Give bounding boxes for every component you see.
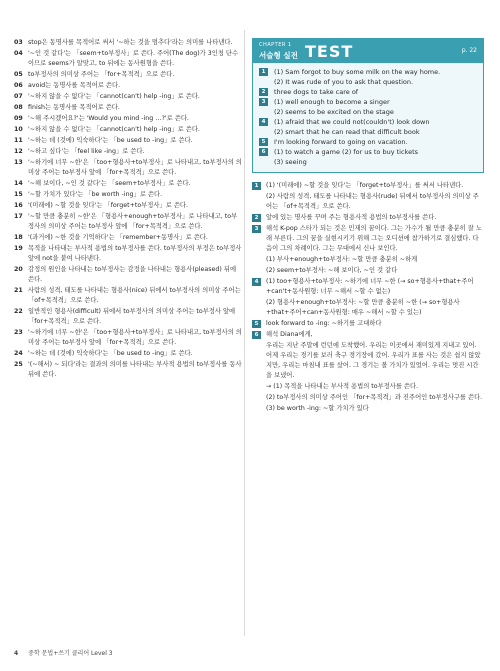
- explanation-item: [252, 277, 484, 297]
- page-footer: [14, 648, 113, 657]
- answer-notes-left-column: [14, 38, 242, 381]
- test-answer-item: [259, 127, 477, 137]
- note-text: '~해 보이다, ~인 것 같다'는 「seem+to부정사」로 쓴다.: [28, 180, 191, 187]
- explanation-item: [252, 330, 484, 340]
- test-answer-text: (2) seems to be excited on the stage: [274, 108, 394, 116]
- note-text: 목적을 나타내는 부사적 용법의 to부정사를 쓴다. to부정사의 부정은 to부정사 앞에 not을 붙여 나타낸다.: [28, 245, 242, 262]
- explanation-item: [252, 255, 484, 265]
- explanation-text: (2) 형용사+enough+to부정사: ~할 만큼 충분히 ~한 (→ so+형용사+that+주어+can+동사원형: 매우 ~해서 ~할 수 있는): [266, 299, 460, 316]
- note-number: 10: [14, 126, 23, 133]
- note-text: finish는 동명사를 목적어로 쓴다.: [28, 104, 120, 111]
- note-number: 24: [14, 350, 23, 357]
- test-answer-item: [259, 117, 477, 127]
- note-text: '(미래에) ~할 것을 잊다'는 「forget+to부정사」로 쓴다.: [28, 202, 188, 209]
- explanation-item: [252, 181, 484, 191]
- note-number: 06: [14, 82, 23, 89]
- test-answer-text: I'm looking forward to going on vacation.: [274, 138, 408, 146]
- test-answer-item: [259, 87, 477, 97]
- note-number: 09: [14, 115, 23, 122]
- note-number: 12: [14, 148, 23, 155]
- note-item: [14, 179, 242, 189]
- column-divider: [244, 30, 245, 636]
- explanation-text: 해석 K-pop 스타가 되는 것은 민재의 꿈이다. 그는 가수가 될 만큼 충분히 잘 노래 부른다. 그의 꿈을 실현시키기 위해 그는 오디션에 참가하기로 결심했다. 다음이 그의 차례이다. 그는 무대에서 신나 보인다.: [266, 225, 482, 252]
- note-item: [14, 103, 242, 113]
- note-text: '~하고 싶다'는 「feel like -ing」로 쓴다.: [28, 148, 145, 155]
- note-text: to부정사의 의미상 주어는 「for+목적격」으로 쓴다.: [28, 71, 175, 78]
- explanation-text: (1) '(미래에) ~할 것을 잊다'는 「forget+to부정사」를 써서 나타낸다.: [266, 182, 464, 189]
- note-item: [14, 307, 242, 327]
- page-reference: p. 22: [461, 47, 477, 54]
- test-answer-text: (1) to watch a game (2) for us to buy tickets: [274, 148, 419, 156]
- explanation-text: (2) 사람의 성격, 태도를 나타내는 형용사(rude) 뒤에서 to부정사의 의미상 주어는 「of+목적격」으로 쓴다.: [266, 193, 479, 210]
- note-number: 04: [14, 50, 23, 57]
- note-item: [14, 70, 242, 80]
- note-text: '~하지 않을 수 없다'는 「cannot(can't) help -ing」로 쓴다.: [28, 126, 200, 133]
- note-text: '(과거에) ~한 것을 기억하다'는 「remember+동명사」로 쓴다.: [28, 234, 208, 241]
- note-number: 07: [14, 93, 23, 100]
- explanation-text: (3) be worth -ing: ~할 가치가 있다: [266, 405, 369, 412]
- note-text: '~할 만큼 충분히 ~한'은 「형용사+enough+to부정사」로 나타내고, to부정사의 의미상 주어는 to부정사 앞에 「for+목적격」으로 쓴다.: [28, 213, 238, 230]
- test-answer-text: (1) well enough to become a singer: [274, 98, 390, 106]
- note-item: [14, 286, 242, 306]
- test-answer-text: (2) It was rude of you to ask that question.: [274, 78, 414, 86]
- note-item: [14, 265, 242, 285]
- note-number: 18: [14, 234, 23, 241]
- note-number: 22: [14, 308, 23, 315]
- note-number: 15: [14, 191, 23, 198]
- question-number-badge: 5: [259, 138, 268, 146]
- note-item: [14, 92, 242, 102]
- note-text: '~하는 데 (것에) 익숙하다'는 「be used to -ing」로 쓴다.: [28, 350, 193, 357]
- explanation-text: (1) 부사+enough+to부정사: ~할 만큼 충분히 ~하게: [266, 256, 418, 263]
- explanation-item: [252, 298, 484, 318]
- test-answer-text: (3) seeing: [274, 158, 307, 166]
- note-number: 17: [14, 213, 23, 220]
- note-text: 사람의 성격, 태도를 나타내는 형용사(nice) 뒤에서 to부정사의 의미상 주어는 「of+목적격」으로 쓴다.: [28, 287, 241, 304]
- explanation-text: (2) seem+to부정사: ~해 보이다, ~인 것 같다: [266, 267, 398, 274]
- explanation-item: [252, 192, 484, 212]
- note-item: [14, 49, 242, 69]
- explanation-item: [252, 319, 484, 329]
- question-number-badge: [259, 108, 268, 116]
- note-text: '~하기에 너무 ~한'은 「too+형용사+to부정사」로 나타내고, to부정사의 의미상 주어는 to부정사 앞에 「for+목적격」으로 쓴다.: [28, 159, 242, 176]
- test-answer-item: [259, 67, 477, 77]
- test-answer-text: (2) smart that he can read that difficult book: [274, 128, 420, 136]
- note-text: '~인 것 같다'는 「seem+to부정사」로 쓴다. 주어(The dog)가 3인칭 단수이므로 seems가 알맞고, to 뒤에는 동사원형을 쓴다.: [28, 50, 239, 67]
- explanation-item: [252, 382, 484, 392]
- right-column: [252, 38, 484, 415]
- test-subtitle: 서술형 실전: [259, 51, 298, 60]
- book-title: 중학 문법+쓰기 클리어 Level 3: [28, 650, 113, 657]
- note-text: 일반적인 형용사(difficult) 뒤에서 to부정사의 의미상 주어는 to부정사 앞에 「for+목적격」으로 쓴다.: [28, 308, 236, 325]
- note-number: 25: [14, 361, 23, 368]
- note-number: 16: [14, 202, 23, 209]
- note-text: stop은 동명사를 목적어로 써서 '~하는 것을 멈추다'라는 의미를 나타낸다.: [28, 39, 233, 46]
- note-number: 23: [14, 329, 23, 336]
- note-number: 11: [14, 137, 23, 144]
- note-item: [14, 360, 242, 380]
- explanation-item: [252, 213, 484, 223]
- test-title: TEST: [305, 42, 354, 61]
- note-item: [14, 349, 242, 359]
- question-number-badge: 4: [259, 118, 268, 126]
- note-text: '(~해서) ~ 되다'라는 결과의 의미를 나타내는 부사적 용법의 to부정사를 동사 뒤에 쓴다.: [28, 361, 242, 378]
- test-answer-item: [259, 137, 477, 147]
- question-number-badge: 3: [259, 98, 268, 106]
- note-item: [14, 244, 242, 264]
- question-number-badge: 1: [259, 68, 268, 76]
- note-text: '~할 가치가 있다'는 「be worth -ing」로 쓴다.: [28, 191, 163, 198]
- question-number-badge: [252, 405, 261, 413]
- explanations: [252, 181, 484, 414]
- page-number: 4: [14, 650, 19, 657]
- question-number-badge: [259, 128, 268, 136]
- test-answer-text: three dogs to take care of: [274, 88, 359, 96]
- note-number: 03: [14, 39, 23, 46]
- test-answer-item: [259, 97, 477, 107]
- question-number-badge: [259, 158, 268, 166]
- question-number-badge: 2: [259, 88, 268, 96]
- chapter-label: CHAPTER 1: [259, 42, 292, 48]
- note-item: [14, 158, 242, 178]
- test-header: [253, 39, 483, 63]
- explanation-item: [252, 404, 484, 414]
- question-number-badge: 6: [252, 331, 261, 339]
- note-number: 14: [14, 180, 23, 187]
- note-text: '~하기에 너무 ~한'은 「too+형용사+to부정사」로 나타내고, to부정사의 의미상 주어는 to부정사 앞에 「for+목적격」으로 쓴다.: [28, 329, 242, 346]
- note-number: 21: [14, 287, 23, 294]
- explanation-text: 해석 Diana에게,: [266, 331, 313, 338]
- note-text: '~하는 데 (것에) 익숙하다'는 「be used to -ing」로 쓴다.: [28, 137, 193, 144]
- test-answer-item: [259, 77, 477, 87]
- test-answer-item: [259, 147, 477, 157]
- question-number-badge: [252, 267, 261, 275]
- note-item: [14, 212, 242, 232]
- note-item: [14, 233, 242, 243]
- note-item: [14, 125, 242, 135]
- question-number-badge: [252, 193, 261, 201]
- explanation-item: [252, 224, 484, 254]
- question-number-badge: 4: [252, 278, 261, 286]
- test-answer-item: [259, 157, 477, 167]
- note-number: 19: [14, 245, 23, 252]
- note-text: '~해 주시겠어요?'는 'Would you mind -ing …?'로 쓴다.: [28, 115, 189, 122]
- note-item: [14, 38, 242, 48]
- question-number-badge: [252, 299, 261, 307]
- test-box: [252, 38, 484, 173]
- explanation-text: 우리는 지난 주말에 런던에 도착했어. 우리는 이곳에서 재미있게 지내고 있어. 어제 우리는 경기를 보러 축구 경기장에 갔어. 우리가 표를 사는 것은 쉽지 않았지만, 우리는 마침내 표를 샀어. 그 경기는 볼 가치가 있었어. 우리는 멋진 시간을 보냈어.: [266, 342, 481, 379]
- explanation-item: [252, 393, 484, 403]
- note-item: [14, 147, 242, 157]
- note-item: [14, 201, 242, 211]
- question-number-badge: [252, 383, 261, 391]
- question-number-badge: 3: [252, 225, 261, 233]
- test-answer-text: (1) Sam forgot to buy some milk on the way home.: [274, 68, 441, 76]
- test-answer-text: (1) afraid that we could not(couldn't) look down: [274, 118, 430, 126]
- test-answer-item: [259, 107, 477, 117]
- question-number-badge: 1: [252, 182, 261, 190]
- explanation-text: (2) to부정사의 의미상 주어인 「for+목적격」과 진주어인 to부정사구를 쓴다.: [266, 394, 483, 401]
- question-number-badge: 6: [259, 148, 268, 156]
- explanation-text: (1) too+형용사+to부정사: ~하기에 너무 ~한 (→ so+형용사+that+주어+can't+동사원형: 너무 ~해서 ~할 수 없는): [266, 278, 474, 295]
- explanation-item: [252, 266, 484, 276]
- test-answer-list: [253, 63, 483, 172]
- explanation-item: [252, 341, 484, 381]
- note-item: [14, 114, 242, 124]
- note-item: [14, 190, 242, 200]
- note-item: [14, 328, 242, 348]
- question-number-badge: [252, 256, 261, 264]
- note-number: 20: [14, 266, 23, 273]
- note-number: 08: [14, 104, 23, 111]
- question-number-badge: 2: [252, 214, 261, 222]
- explanation-text: → (1) 목적을 나타내는 부사적 용법의 to부정사를 쓴다.: [266, 383, 419, 390]
- explanation-text: look forward to -ing: ~하기를 고대하다: [266, 320, 382, 327]
- explanation-text: 앞에 있는 명사를 꾸며 주는 형용사적 용법의 to부정사를 쓴다.: [266, 214, 437, 221]
- question-number-badge: [259, 78, 268, 86]
- note-text: 감정의 원인을 나타내는 to부정사는 감정을 나타내는 형용사(pleased) 뒤에 쓴다.: [28, 266, 237, 283]
- note-text: '~하지 않을 수 없다'는 「cannot(can't) help -ing」로 쓴다.: [28, 93, 200, 100]
- question-number-badge: [252, 394, 261, 402]
- question-number-badge: 5: [252, 320, 261, 328]
- note-number: 13: [14, 159, 23, 166]
- question-number-badge: [252, 342, 261, 350]
- note-number: 05: [14, 71, 23, 78]
- note-item: [14, 136, 242, 146]
- note-text: avoid는 동명사를 목적어로 쓴다.: [28, 82, 121, 89]
- note-item: [14, 81, 242, 91]
